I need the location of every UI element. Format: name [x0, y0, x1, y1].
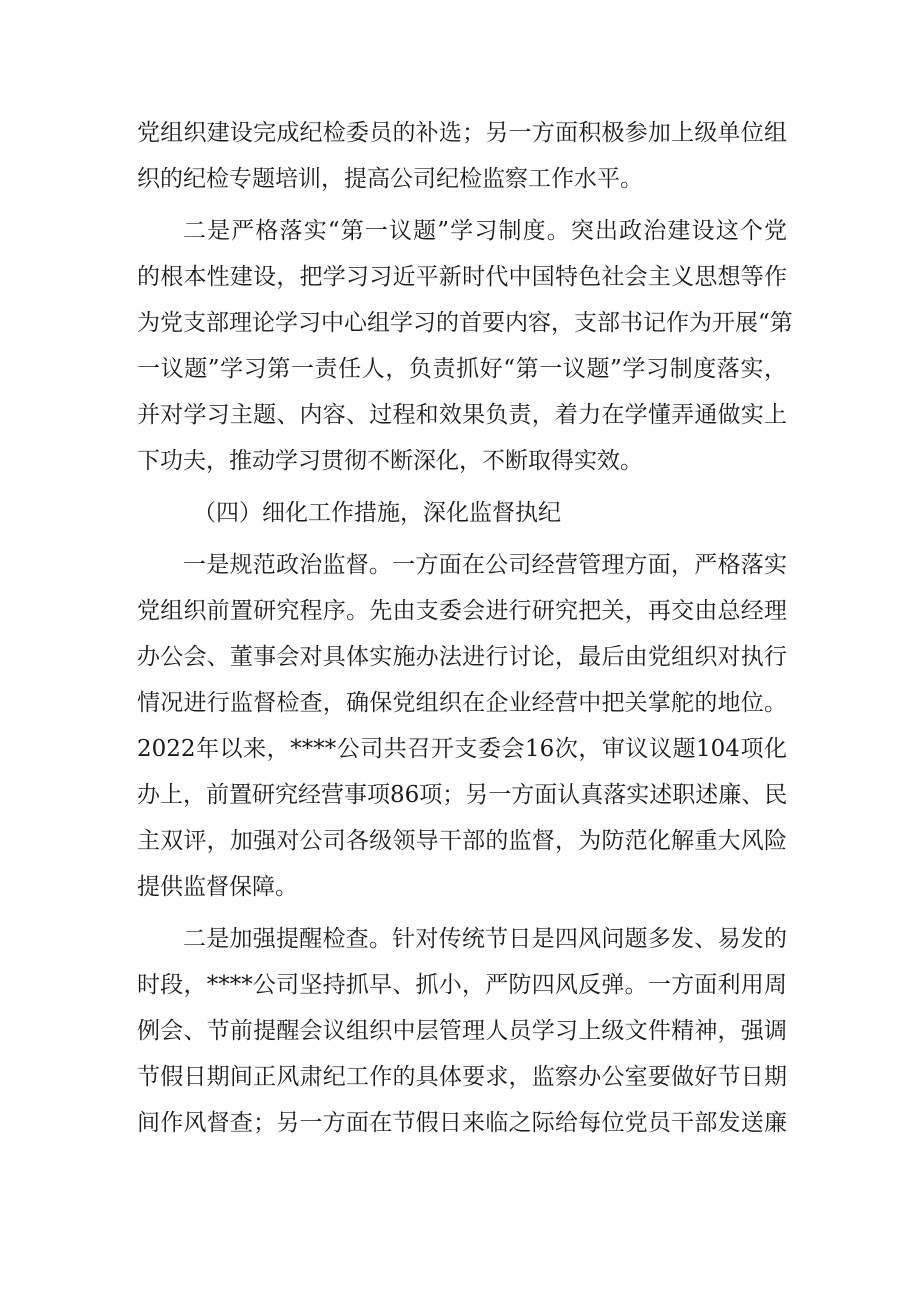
text-line: 节假日期间正风肃纪工作的具体要求，监察办公室要做好节日期	[137, 1064, 787, 1090]
text-line: 一是规范政治监督。一方面在公司经营管理方面，严格落实	[183, 552, 787, 578]
text-line: 党组织前置研究程序。先由支委会进行研究把关，再交由总经理	[137, 598, 787, 624]
text-line: 的根本性建设，把学习习近平新时代中国特色社会主义思想等作	[137, 264, 787, 290]
text-line: 下功夫，推动学习贯彻不断深化，不断取得实效。	[137, 448, 643, 474]
text-line: 2022年以来，****公司共召开支委会16次，审议议题104项化	[137, 736, 787, 762]
text-line: 例会、节前提醒会议组织中层管理人员学习上级文件精神，强调	[137, 1018, 787, 1044]
text-line: 织的纪检专题培训，提高公司纪检监察工作水平。	[137, 166, 643, 192]
text-line: 为党支部理论学习中心组学习的首要内容，支部书记作为开展“第	[137, 310, 793, 336]
text-line: 党组织建设完成纪检委员的补选；另一方面积极参加上级单位组	[137, 120, 787, 146]
text-line: 办上，前置研究经营事项86项；另一方面认真落实述职述廉、民	[137, 782, 788, 808]
text-line: 提供监督保障。	[137, 874, 298, 900]
text-line: 间作风督查；另一方面在节假日来临之际给每位党员干部发送廉	[137, 1110, 787, 1136]
text-line: 主双评，加强对公司各级领导干部的监督，为防范化解重大风险	[137, 828, 787, 854]
section-heading: （四）细化工作措施，深化监督执纪	[193, 500, 561, 526]
text-line: 一议题”学习第一责任人，负责抓好“第一议题”学习制度落实，	[137, 356, 787, 382]
text-line: 情况进行监督检查，确保党组织在企业经营中把关掌舵的地位。	[137, 690, 787, 716]
text-line: 办公会、董事会对具体实施办法进行讨论，最后由党组织对执行	[137, 644, 787, 670]
text-line: 二是严格落实“第一议题”学习制度。突出政治建设这个党	[183, 218, 787, 244]
text-line: 时段，****公司坚持抓早、抓小，严防四风反弹。一方面利用周	[137, 972, 787, 998]
text-line: 并对学习主题、内容、过程和效果负责，着力在学懂弄通做实上	[137, 402, 787, 428]
document-body	[137, 110, 793, 1146]
text-line: 二是加强提醒检查。针对传统节日是四风问题多发、易发的	[183, 926, 787, 952]
